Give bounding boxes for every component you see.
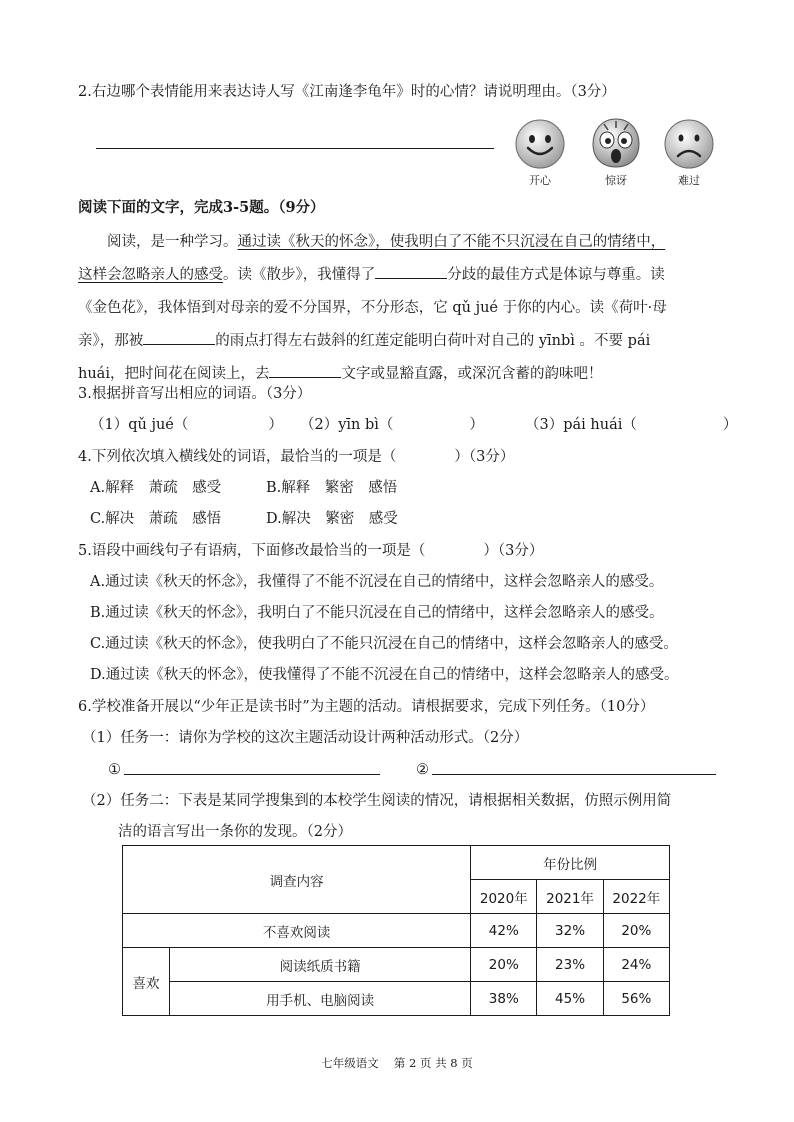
q6-task2-line1: （2）任务二：下表是某同学搜集到的本校学生阅读的情况，请根据相关数据，仿照示例用简 — [82, 793, 672, 809]
table-row — [123, 846, 670, 880]
table-cell: 42% — [471, 914, 537, 948]
header-year: 2021年 — [537, 880, 603, 914]
reading-heading: 阅读下面的文字，完成3-5题。（9分） — [78, 199, 325, 216]
q6-mark-1: ① — [108, 762, 121, 778]
face-label-sad: 难过 — [678, 174, 700, 187]
passage-line-4: 亲》，那被 的雨点打得左右鼓斜的红莲定能明白荷叶对自己的 yīnbì 。不要 pái — [78, 325, 724, 358]
q6-answer-line-2[interactable] — [432, 774, 716, 775]
q4-text: 4.下列依次填入横线处的词语，最恰当的一项是（ ）（3分） — [78, 449, 515, 465]
table-cell: 45% — [537, 982, 603, 1016]
row-label: 不喜欢阅读 — [123, 914, 471, 948]
page-footer: 七年级语文 第 2 页 共 8 页 — [321, 1056, 473, 1070]
q5-text: 5.语段中画线句子有语病，下面修改最恰当的一项是（ ）（3分） — [78, 543, 544, 559]
table-cell: 20% — [603, 914, 669, 948]
header-content: 调查内容 — [123, 846, 471, 914]
table-row — [123, 948, 670, 982]
q3-option-1[interactable]: （1）qǔ jué（ ） — [90, 417, 283, 433]
q6-text: 6.学校准备开展以“少年正是读书时”为主题的活动。请根据要求，完成下列任务。（10分） — [78, 699, 655, 715]
q2-text: 2.右边哪个表情能用来表达诗人写《江南逢李龟年》时的心情？请说明理由。（3分） — [78, 84, 616, 100]
passage-line-3: 《金色花》，我体悟到对母亲的爱不分国界，不分形态，它 qǔ jué 于你的内心。读《荷叶·母 — [78, 300, 667, 316]
table-cell: 23% — [537, 948, 603, 982]
q2-answer-line[interactable] — [96, 148, 494, 149]
passage-line-1: 阅读，是一种学习。通过读《秋天的怀念》，使我明白了不能不只沉浸在自己的情绪中， — [107, 234, 666, 250]
header-year: 2022年 — [603, 880, 669, 914]
row-label: 用手机、电脑阅读 — [170, 982, 471, 1016]
q5-option-a[interactable]: A.通过读《秋天的怀念》，我懂得了不能不沉浸在自己的情绪中，这样会忽略亲人的感受。 — [90, 574, 664, 590]
surprised-face-icon — [590, 116, 642, 170]
q5-option-c[interactable]: C.通过读《秋天的怀念》，使我明白了不能只沉浸在自己的情绪中，这样会忽略亲人的感受。 — [90, 636, 678, 652]
passage-line-2: 这样会忽略亲人的感受。读《散步》，我懂得了 分歧的最佳方式是体谅与尊重。读 — [78, 259, 724, 292]
underlined-sentence-part1: 通过读《秋天的怀念》，使我明白了不能不只沉浸在自己的情绪中， — [237, 234, 666, 250]
q3-option-2[interactable]: （2）yīn bì（ ） — [300, 417, 484, 433]
table-row — [123, 982, 670, 1016]
blank-3[interactable] — [269, 363, 341, 378]
blank-1[interactable] — [375, 264, 447, 279]
underlined-sentence-part2: 这样会忽略亲人的感受 — [78, 267, 223, 283]
q6-answer-line-1[interactable] — [124, 774, 380, 775]
header-ratio: 年份比例 — [471, 846, 670, 880]
table-cell: 56% — [603, 982, 669, 1016]
q6-task2-line2: 洁的语言写出一条你的发现。（2分） — [118, 824, 352, 840]
blank-2[interactable] — [143, 330, 215, 345]
table-cell: 32% — [537, 914, 603, 948]
q3-option-3[interactable]: （3）pái huái（ ） — [525, 417, 738, 433]
face-label-happy: 开心 — [529, 174, 551, 187]
passage-line-5: huái，把时间花在阅读上，去 文字或显豁直露，或深沉含蓄的韵味吧！ — [78, 358, 724, 391]
q4-option-a[interactable]: A.解释 萧疏 感受 — [90, 480, 222, 496]
q5-option-d[interactable]: D.通过读《秋天的怀念》，使我懂得了不能不沉浸在自己的情绪中，这样会忽略亲人的感受。 — [90, 667, 679, 683]
header-year: 2020年 — [471, 880, 537, 914]
reading-passage — [78, 226, 724, 391]
q6-mark-2: ② — [416, 762, 429, 778]
q4-option-c[interactable]: C.解决 萧疏 感悟 — [90, 511, 222, 527]
table-row — [123, 914, 670, 948]
q5-option-b[interactable]: B.通过读《秋天的怀念》，我明白了不能只沉浸在自己的情绪中，这样会忽略亲人的感受。 — [90, 605, 664, 621]
row-label: 阅读纸质书籍 — [170, 948, 471, 982]
table-cell: 24% — [603, 948, 669, 982]
table-cell: 38% — [471, 982, 537, 1016]
q3-text: 3.根据拼音写出相应的词语。（3分） — [78, 386, 312, 402]
q6-task1: （1）任务一：请你为学校的这次主题活动设计两种活动形式。（2分） — [82, 730, 529, 746]
survey-table — [122, 845, 670, 1016]
sad-face-icon — [663, 118, 715, 170]
table-cell: 20% — [471, 948, 537, 982]
like-label: 喜欢 — [123, 948, 170, 1016]
q4-option-b[interactable]: B.解释 繁密 感悟 — [266, 480, 398, 496]
face-label-surprised: 惊讶 — [605, 174, 627, 187]
smile-face-icon — [514, 118, 566, 170]
q4-option-d[interactable]: D.解决 繁密 感受 — [266, 511, 398, 527]
